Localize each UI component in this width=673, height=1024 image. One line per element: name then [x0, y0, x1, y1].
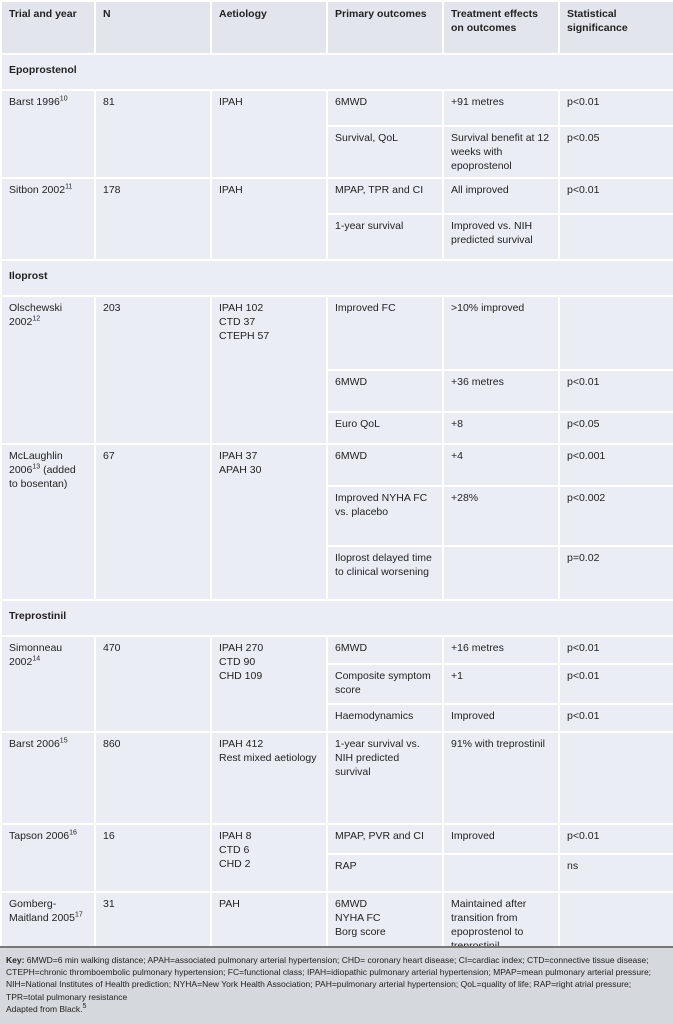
- effect-cell: +4: [443, 444, 559, 486]
- header-n: N: [95, 1, 211, 54]
- effect-cell: All improved: [443, 178, 559, 214]
- table-row: [1, 444, 673, 486]
- significance-cell: ns: [559, 854, 673, 892]
- trial-name: Tapson 2006: [9, 830, 70, 842]
- significance-cell: p<0.01: [559, 178, 673, 214]
- section-row: [1, 260, 673, 296]
- trial-cell: [1, 732, 95, 824]
- n-cell: 860: [95, 732, 211, 824]
- trial-suffix: (added to bosentan): [9, 464, 76, 490]
- significance-cell: p<0.01: [559, 636, 673, 664]
- aetiology-line: CTD 90: [219, 656, 256, 668]
- table-body: [1, 54, 673, 958]
- header-significance: Statistical significance: [559, 1, 673, 54]
- trial-ref: 10: [59, 95, 68, 103]
- trial-cell: [1, 90, 95, 178]
- trial-ref: 16: [69, 829, 77, 837]
- aetiology-line: IPAH 102: [219, 302, 264, 314]
- n-cell: 203: [95, 296, 211, 444]
- n-cell: 67: [95, 444, 211, 600]
- key-adapted: Adapted from Black.: [6, 1003, 83, 1014]
- outcome-cell: Survival, QoL: [327, 126, 443, 178]
- effect-cell: +36 metres: [443, 370, 559, 412]
- trial-name: Sitbon 2002: [9, 184, 66, 196]
- trial-cell: [1, 444, 95, 600]
- aetiology-line: IPAH 37: [219, 450, 258, 462]
- effect-cell: 91% with treprostinil: [443, 732, 559, 824]
- outcome-cell: 6MWD: [327, 636, 443, 664]
- section-title: Epoprostenol: [1, 54, 673, 90]
- aetiology-cell: [211, 296, 327, 444]
- significance-cell: [559, 214, 673, 260]
- significance-cell: p<0.002: [559, 486, 673, 546]
- effect-cell: [443, 546, 559, 600]
- outcome-cell: 6MWD: [327, 370, 443, 412]
- outcome-cell: 1-year survival: [327, 214, 443, 260]
- n-cell: 470: [95, 636, 211, 732]
- table-row: [1, 90, 673, 126]
- effect-cell: +1: [443, 664, 559, 704]
- effect-cell: Maintained after transition from epoprostenol to: [443, 892, 559, 958]
- header-row: [1, 1, 673, 54]
- outcome-cell: MPAP, PVR and CI: [327, 824, 443, 854]
- significance-cell: p=0.02: [559, 546, 673, 600]
- trial-ref: 15: [59, 737, 68, 745]
- trial-ref: 11: [65, 183, 73, 191]
- n-cell: 81: [95, 90, 211, 178]
- table-row: [1, 178, 673, 214]
- aetiology-line: IPAH: [219, 184, 243, 196]
- significance-cell: [559, 732, 673, 824]
- aetiology-cell: [211, 732, 327, 824]
- outcome-cell: Improved FC: [327, 296, 443, 370]
- trial-name: Simonneau 2002: [9, 642, 63, 668]
- table-row: [1, 636, 673, 664]
- effect-cell: +16 metres: [443, 636, 559, 664]
- aetiology-line: Rest mixed aetiology: [219, 752, 317, 764]
- header-aetiology: Aetiology: [211, 1, 327, 54]
- section-row: [1, 54, 673, 90]
- aetiology-line: CTEPH 57: [219, 330, 270, 342]
- effect-cell: +8: [443, 412, 559, 444]
- trial-cell: [1, 178, 95, 260]
- significance-cell: p<0.01: [559, 664, 673, 704]
- trial-ref: 12: [32, 315, 41, 323]
- trial-cell: [1, 636, 95, 732]
- outcome-cell: RAP: [327, 854, 443, 892]
- trial-ref: 17: [74, 911, 83, 919]
- aetiology-line: IPAH 412: [219, 738, 264, 750]
- aetiology-line: CTD 6: [219, 844, 250, 856]
- aetiology-line: APAH 30: [219, 464, 262, 476]
- header-trial: Trial and year: [1, 1, 95, 54]
- outcome-cell: Iloprost delayed time to clinical worsening: [327, 546, 443, 600]
- table-key: [0, 946, 673, 1024]
- outcome-cell: Improved NYHA FC vs. placebo: [327, 486, 443, 546]
- aetiology-cell: [211, 178, 327, 260]
- effect-cell: Improved vs. NIH predicted survival: [443, 214, 559, 260]
- aetiology-cell: [211, 636, 327, 732]
- outcome-cell: 1-year survival vs. NIH predicted survival: [327, 732, 443, 824]
- effect-cell: >10% improved: [443, 296, 559, 370]
- trial-name: Barst 2006: [9, 738, 60, 750]
- section-row: [1, 600, 673, 636]
- trial-ref: 13: [32, 463, 41, 471]
- outcome-cell: Euro QoL: [327, 412, 443, 444]
- significance-cell: [559, 296, 673, 370]
- aetiology-line: CHD 2: [219, 858, 251, 870]
- n-cell: 31: [95, 892, 211, 958]
- n-cell: 178: [95, 178, 211, 260]
- aetiology-cell: [211, 444, 327, 600]
- trial-name: Barst 1996: [9, 96, 60, 108]
- aetiology-line: CTD 37: [219, 316, 256, 328]
- aetiology-line: PAH: [219, 898, 240, 910]
- trial-cell: [1, 824, 95, 892]
- trial-name: McLaughlin 2006: [9, 450, 63, 476]
- key-adapted-ref: 5: [82, 1002, 87, 1010]
- key-text: 6MWD=6 min walking distance; APAH=associated pulmonary arterial hypertension; CHD= coronary heart disease; CI=cardiac index; CTD=connective tissue disease; CTEPH=chronic thromboembolic pulmonary hypertension; FC=functional class; IPAH=idiopathic pulmonary arterial hypertension; MPAP=mean pulmonary arterial pressure; NIH=National Institutes of Health prediction; NYHA=New York Health Association; PAH=pulmonary arterial hypertension; QoL=quality of life; RAP=right atrial pressure; TPR=total pulmonary resistance: [6, 955, 652, 1002]
- table-row: [1, 732, 673, 824]
- section-title: Iloprost: [1, 260, 673, 296]
- outcome-cell: 6MWD NYHA FC Borg score: [327, 892, 443, 958]
- table-row: [1, 296, 673, 370]
- effect-cell: +91 metres: [443, 90, 559, 126]
- significance-cell: p<0.05: [559, 126, 673, 178]
- effect-cell: Survival benefit at 12 weeks with epoprostenol: [443, 126, 559, 178]
- header-primary-outcomes: Primary outcomes: [327, 1, 443, 54]
- outcome-cell: 6MWD: [327, 444, 443, 486]
- significance-cell: p<0.001: [559, 444, 673, 486]
- outcome-cell: 6MWD: [327, 90, 443, 126]
- significance-cell: p<0.01: [559, 370, 673, 412]
- significance-cell: p<0.01: [559, 824, 673, 854]
- significance-cell: p<0.05: [559, 412, 673, 444]
- aetiology-line: IPAH 270: [219, 642, 264, 654]
- aetiology-line: IPAH 8: [219, 830, 252, 842]
- significance-cell: p<0.01: [559, 704, 673, 732]
- aetiology-cell: [211, 824, 327, 892]
- aetiology-line: IPAH: [219, 96, 243, 108]
- table-row: [1, 824, 673, 854]
- aetiology-cell: [211, 90, 327, 178]
- key-label: Key:: [6, 955, 25, 965]
- significance-cell: p<0.01: [559, 90, 673, 126]
- outcome-cell: MPAP, TPR and CI: [327, 178, 443, 214]
- section-title: Treprostinil: [1, 600, 673, 636]
- trial-ref: 14: [32, 655, 41, 663]
- trial-name: Olschewski 2002: [9, 302, 63, 328]
- aetiology-line: CHD 109: [219, 670, 263, 682]
- effect-cell: +28%: [443, 486, 559, 546]
- header-treatment-effects: Treatment effects on outcomes: [443, 1, 559, 54]
- outcome-cell: Haemodynamics: [327, 704, 443, 732]
- trial-name: Gomberg-Maitland 2005: [9, 898, 75, 924]
- effect-cell: [443, 854, 559, 892]
- effect-cell: Improved: [443, 824, 559, 854]
- n-cell: 16: [95, 824, 211, 892]
- trial-cell: [1, 296, 95, 444]
- effect-cell: Improved: [443, 704, 559, 732]
- outcome-cell: Composite symptom score: [327, 664, 443, 704]
